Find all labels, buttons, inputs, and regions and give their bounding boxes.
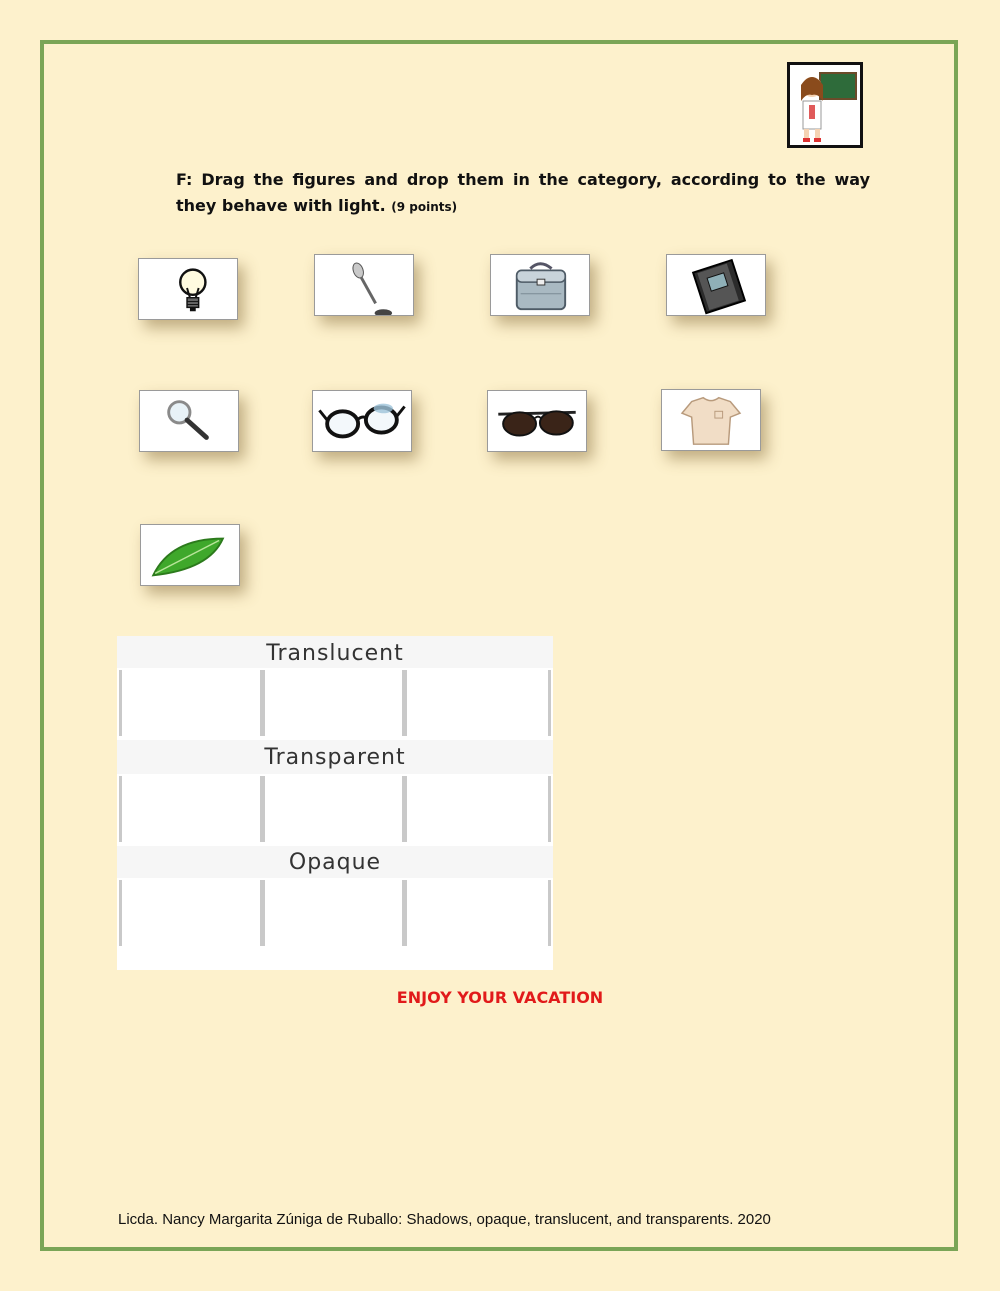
drop-slot-translucent-2[interactable]: [262, 670, 405, 736]
drop-slot-transparent-3[interactable]: [404, 776, 551, 842]
points-label: (9 points): [391, 200, 458, 214]
figure-card-tshirt[interactable]: [661, 389, 761, 451]
drop-slot-transparent-2[interactable]: [262, 776, 405, 842]
closing-message: ENJOY YOUR VACATION: [396, 988, 604, 1007]
figure-card-spoon[interactable]: [314, 254, 414, 316]
eyeglasses-icon: [313, 391, 411, 451]
sunglasses-icon: [488, 391, 586, 451]
category-header-translucent: Translucent: [117, 636, 553, 668]
drop-slot-opaque-3[interactable]: [404, 880, 551, 946]
drop-slot-translucent-1[interactable]: [119, 670, 263, 736]
category-header-transparent: Transparent: [117, 740, 553, 774]
drop-slot-translucent-3[interactable]: [404, 670, 551, 736]
figure-card-eyeglasses[interactable]: [312, 390, 412, 452]
figure-card-magnifying-glass[interactable]: [139, 390, 239, 452]
drop-slot-opaque-1[interactable]: [119, 880, 263, 946]
leaf-icon: [141, 525, 239, 585]
figure-card-light-bulb[interactable]: [138, 258, 238, 320]
teacher-illustration-icon: [787, 62, 863, 148]
figure-card-leaf[interactable]: [140, 524, 240, 586]
figure-card-book[interactable]: [666, 254, 766, 316]
category-table: [117, 636, 553, 970]
drop-slot-transparent-1[interactable]: [119, 776, 263, 842]
figure-card-lunchbox[interactable]: [490, 254, 590, 316]
figure-card-sunglasses[interactable]: [487, 390, 587, 452]
instructions: [176, 167, 870, 220]
footer-credit: Licda. Nancy Margarita Zúniga de Ruballo: Shadows, opaque, translucent, and transparents. 2020: [118, 1211, 771, 1228]
lunchbox-icon: [491, 255, 589, 315]
tshirt-icon: [662, 390, 760, 450]
magnifying-glass-icon: [140, 391, 238, 451]
category-header-opaque: Opaque: [117, 846, 553, 878]
drop-slot-opaque-2[interactable]: [262, 880, 405, 946]
book-icon: [667, 255, 765, 315]
light-bulb-icon: [139, 259, 237, 319]
spoon-icon: [315, 255, 413, 315]
instructions-text: F: Drag the figures and drop them in the category, according to the way they behave with light.: [176, 170, 870, 215]
